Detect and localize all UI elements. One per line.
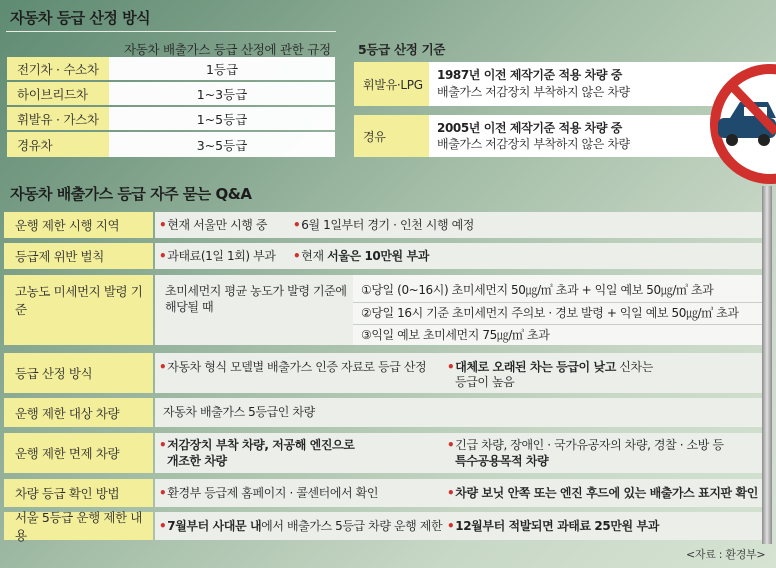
qa-text: 환경부 등급제 홈페이지 · 콜센터에서 확인 — [167, 486, 379, 500]
qa-text: 대체로 오래된 차는 등급이 낮고 — [455, 360, 616, 374]
title-divider — [6, 31, 336, 32]
bullet: • — [293, 218, 301, 232]
regulation-value: 1등급 — [109, 57, 335, 80]
qa-label-seoul: 서울 5등급 운행 제한 내용 — [4, 512, 153, 540]
qa-text: 현재 서울만 시행 중 — [167, 218, 268, 232]
dust-criterion: ③익일 예보 초미세먼지 75㎍/㎥ 초과 — [361, 328, 550, 342]
bullet: • — [159, 360, 167, 374]
grade5-line1: 2005년 이전 제작기준 적용 차량 중 — [437, 121, 622, 135]
qa-text: 신차는 — [615, 360, 653, 374]
qa-answer-dust — [155, 275, 762, 345]
qa-answer-check — [155, 479, 762, 507]
qa-label-dust: 고농도 미세먼지 발령 기준 — [4, 275, 153, 345]
section-title-grade-method: 자동차 등급 산정 방식 — [10, 9, 151, 27]
qa-text: 특수공용목적 차량 — [455, 454, 549, 468]
qa-answer-penalty — [155, 243, 762, 269]
source-note: <자료 : 환경부> — [686, 548, 766, 561]
qa-text: 자동차 배출가스 5등급인 차량 — [163, 405, 315, 419]
qa-text: 개조한 차량 — [167, 454, 227, 468]
qa-text: 자동차 형식 모델별 배출가스 인증 자료로 등급 산정 — [167, 360, 427, 374]
qa-text: 긴급 차량, 장애인 · 국가유공자의 차량, 경찰 · 소방 등 — [455, 438, 724, 452]
grade5-line2: 배출가스 저감장치 부착하지 않은 차량 — [437, 137, 630, 151]
dust-criterion: ①당일 (0~16시) 초미세먼지 50㎍/㎥ 초과 + 익일 예보 50㎍/㎥ 초과 — [361, 283, 714, 297]
qa-text: 에서 배출가스 5등급 차량 운행 제한 — [261, 519, 443, 533]
regulation-label: 휘발유 · 가스차 — [7, 107, 109, 130]
qa-text: 과태료(1일 1회) 부과 — [167, 249, 276, 263]
bullet: • — [293, 249, 301, 263]
qa-text: 차량 보닛 안쪽 또는 엔진 후드에 있는 배출가스 표지판 확인 — [455, 486, 758, 500]
bullet: • — [159, 486, 167, 500]
bullet: • — [447, 486, 455, 500]
sign-pole — [762, 186, 772, 544]
regulation-label: 하이브리드차 — [7, 82, 109, 105]
section-title-qa: 자동차 배출가스 등급 자주 묻는 Q&A — [10, 185, 252, 203]
qa-text: 7월부터 사대문 내 — [167, 519, 262, 533]
grade5-label: 경유 — [354, 115, 429, 157]
bullet: • — [159, 249, 167, 263]
regulation-label: 전기차 · 수소차 — [7, 57, 109, 80]
divider — [353, 302, 762, 303]
dust-criteria-panel — [353, 275, 762, 345]
bullet: • — [159, 218, 167, 232]
regulation-value: 1~5등급 — [109, 107, 335, 130]
qa-label-target: 운행 제한 대상 차량 — [4, 398, 153, 427]
grade5-line2: 배출가스 저감장치 부착하지 않은 차량 — [437, 85, 630, 99]
qa-label-check: 차량 등급 확인 방법 — [4, 479, 153, 507]
regulation-label: 경유차 — [7, 132, 109, 157]
bullet: • — [159, 438, 167, 452]
qa-label-method: 등급 산정 방식 — [4, 353, 153, 393]
dust-criterion: ②당일 16시 기준 초미세먼지 주의보 · 경보 발령 + 익일 예보 50㎍/㎥ 초과 — [361, 306, 739, 320]
qa-answer-seoul — [155, 512, 762, 540]
bullet: • — [159, 519, 167, 533]
bullet: • — [447, 438, 455, 452]
qa-text: 서울은 10만원 부과 — [327, 249, 429, 263]
bullet: • — [447, 519, 455, 533]
qa-label-region: 운행 제한 시행 지역 — [4, 212, 153, 238]
grade5-title: 5등급 산정 기준 — [358, 42, 446, 57]
grade5-label: 휘발유·LPG — [354, 62, 429, 106]
qa-label-penalty: 등급제 위반 벌칙 — [4, 243, 153, 269]
regulation-table — [7, 57, 335, 157]
qa-answer-region — [155, 212, 762, 238]
qa-text: 6월 1일부터 경기 · 인천 시행 예정 — [301, 218, 474, 232]
qa-answer-target — [155, 398, 762, 427]
qa-text: 현재 — [301, 249, 328, 263]
qa-text: 초미세먼지 평균 농도가 발령 기준에 — [165, 284, 347, 298]
qa-text: 해당될 때 — [165, 300, 214, 314]
qa-answer-method — [155, 353, 762, 393]
bullet: • — [447, 360, 455, 374]
regulation-header: 자동차 배출가스 등급 산정에 관한 규정 — [124, 42, 331, 57]
regulation-value: 3~5등급 — [109, 132, 335, 157]
divider — [353, 324, 762, 325]
regulation-value: 1~3등급 — [109, 82, 335, 105]
grade5-line1: 1987년 이전 제작기준 적용 차량 중 — [437, 68, 622, 82]
qa-answer-exempt — [155, 433, 762, 473]
qa-text: 저감장치 부착 차량, 저공해 엔진으로 — [167, 438, 355, 452]
qa-label-exempt: 운행 제한 면제 차량 — [4, 433, 153, 473]
qa-text: 등급이 높음 — [455, 375, 515, 389]
qa-text: 12월부터 적발되면 과태료 25만원 부과 — [455, 519, 659, 533]
no-diesel-car-sign-icon — [704, 58, 776, 188]
